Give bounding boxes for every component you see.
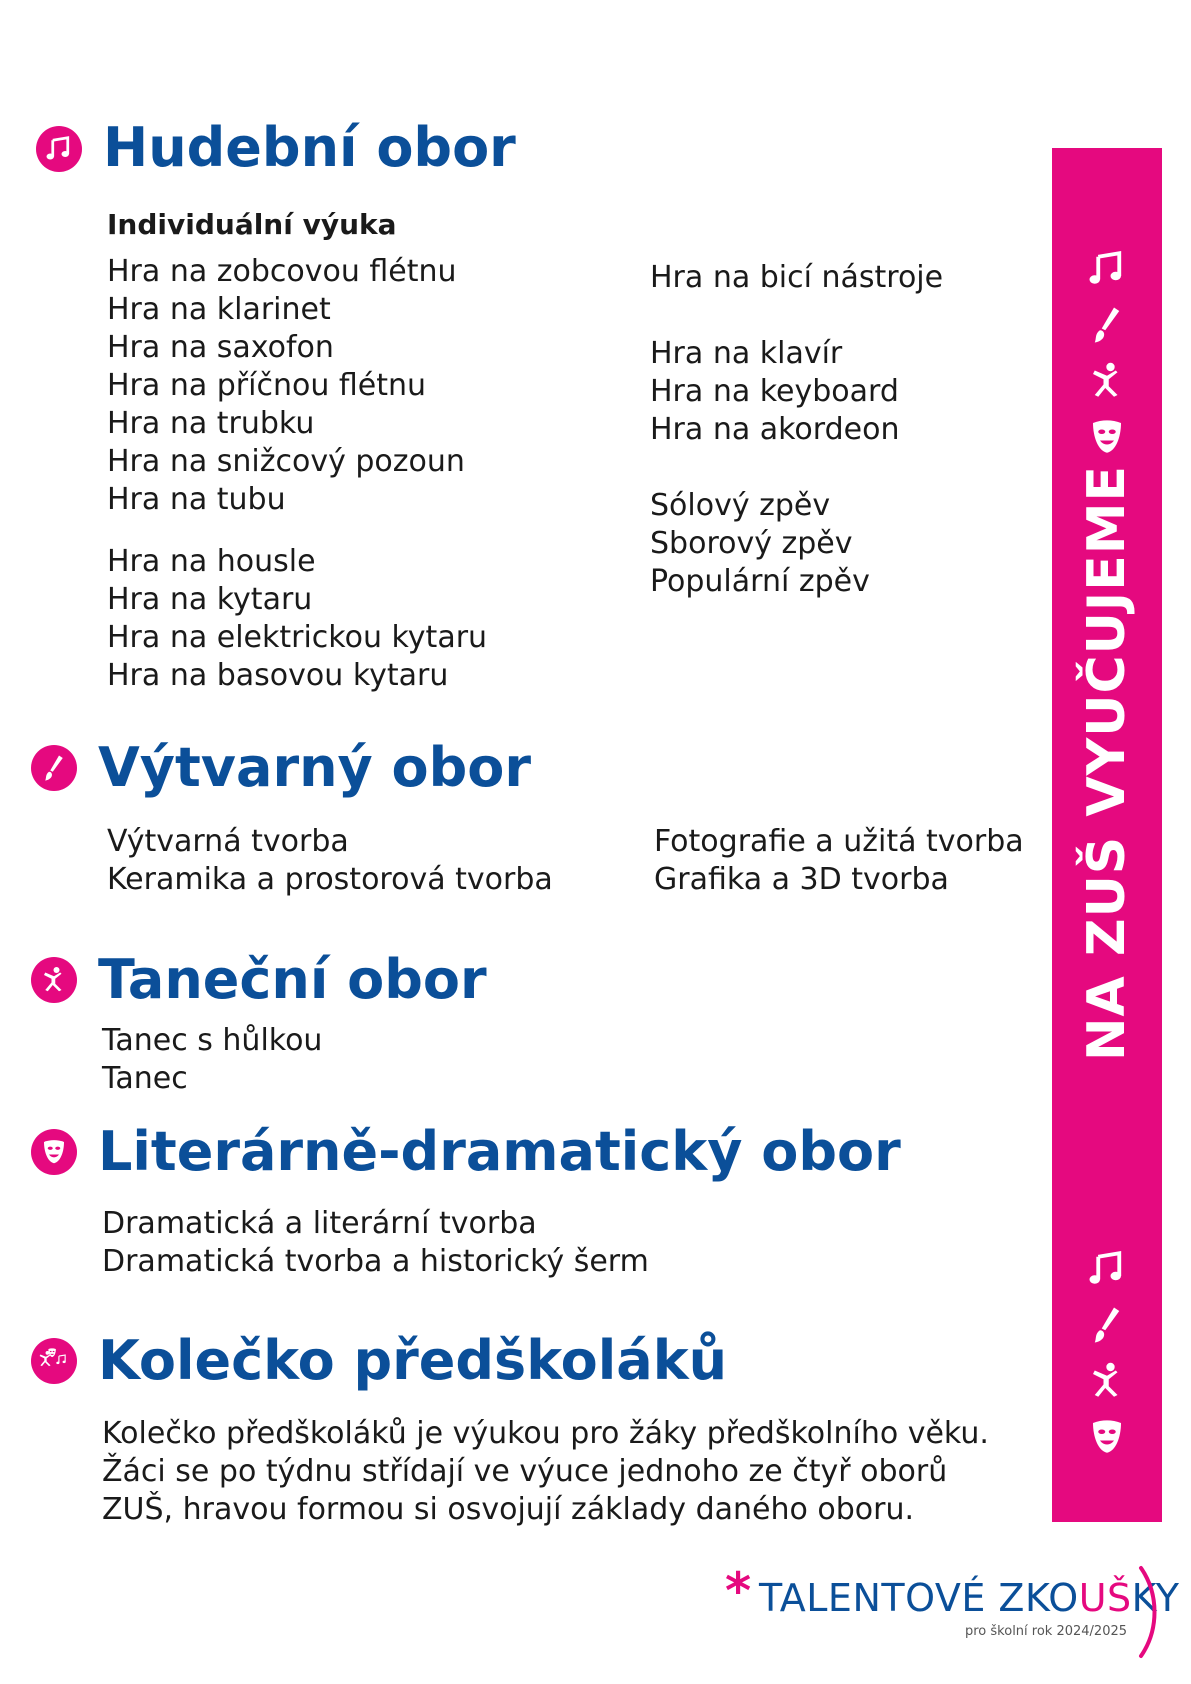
dancer-icon (1086, 360, 1128, 402)
theater-mask-icon (1086, 416, 1128, 458)
list-item: Populární zpěv (650, 564, 870, 599)
paintbrush-icon (1086, 304, 1128, 346)
paintbrush-icon (1086, 1304, 1128, 1346)
list-item: Hra na klarinet (107, 292, 331, 327)
list-item: Sborový zpěv (650, 526, 853, 561)
logo-year: pro školní rok 2024/2025 (965, 1624, 1128, 1639)
list-item: Hra na trubku (107, 406, 315, 441)
music-section-title: Hudební obor (103, 116, 516, 179)
list-item: Dramatická tvorba a historický šerm (102, 1244, 649, 1279)
music-note-icon (1086, 1248, 1128, 1290)
dance-list (102, 1022, 322, 1098)
logo-part: TALENTOVÉ (759, 1576, 999, 1620)
theater-mask-icon (1086, 1416, 1128, 1458)
art-list-col1 (107, 823, 553, 899)
preschool-description (102, 1415, 989, 1529)
logo-text (759, 1576, 1179, 1620)
logo-part: UŠ (1078, 1576, 1132, 1620)
list-item: Tanec (102, 1061, 188, 1096)
preschool-icon (31, 1338, 77, 1384)
music-subtitle: Individuální výuka (107, 208, 397, 241)
list-item: Hra na zobcovou flétnu (107, 254, 457, 289)
list-item: Hra na bicí nástroje (650, 260, 944, 295)
dance-section-title: Taneční obor (98, 948, 487, 1011)
list-item: Tanec s hůlkou (102, 1023, 323, 1058)
art-section-title: Výtvarný obor (98, 736, 532, 799)
list-item: Sólový zpěv (650, 488, 831, 523)
drama-list (102, 1205, 649, 1281)
banner-text: NA ZUŠ VYUČUJEME (1077, 465, 1137, 1061)
music-note-icon (36, 126, 82, 172)
logo-part: KY (1131, 1576, 1180, 1620)
preschool-line: Kolečko předškoláků je výukou pro žáky předškolního věku. (102, 1416, 989, 1451)
list-item: Výtvarná tvorba (107, 824, 349, 859)
list-item: Hra na kytaru (107, 582, 313, 617)
list-gap (107, 519, 487, 543)
list-item: Hra na příčnou flétnu (107, 368, 427, 403)
preschool-line: Žáci se po týdnu střídají ve výuce jednoho ze čtyř oborů (102, 1454, 948, 1489)
banner-icons-top (1082, 248, 1132, 472)
list-item: Hra na elektrickou kytaru (107, 620, 488, 655)
logo-part: ZKO (998, 1576, 1079, 1620)
logo-star: * (725, 1562, 752, 1620)
dancer-icon (1086, 1360, 1128, 1402)
theater-mask-icon (31, 1129, 77, 1175)
footer-logo (725, 1562, 1180, 1660)
music-list-col1 (107, 253, 487, 695)
list-item: Keramika a prostorová tvorba (107, 862, 553, 897)
list-item: Hra na tubu (107, 482, 286, 517)
art-list-col2 (654, 823, 1024, 899)
list-item: Hra na housle (107, 544, 316, 579)
logo-bracket (1135, 1564, 1165, 1660)
music-note-icon (1086, 248, 1128, 290)
list-item: Dramatická a literární tvorba (102, 1206, 537, 1241)
music-list-col2 (650, 259, 943, 601)
list-item: Hra na snižcový pozoun (107, 444, 465, 479)
dancer-icon (31, 957, 77, 1003)
list-item: Hra na keyboard (650, 374, 899, 409)
list-item: Hra na saxofon (107, 330, 334, 365)
paintbrush-icon (31, 745, 77, 791)
side-banner (1052, 148, 1162, 1522)
preschool-line: ZUŠ, hravou formou si osvojují základy daného oboru. (102, 1492, 915, 1527)
preschool-section-title: Kolečko předškoláků (98, 1329, 728, 1392)
list-item: Grafika a 3D tvorba (654, 862, 949, 897)
banner-icons-bottom (1082, 1248, 1132, 1472)
list-item: Hra na akordeon (650, 412, 900, 447)
list-gap (650, 449, 943, 487)
list-item: Fotografie a užitá tvorba (654, 824, 1024, 859)
list-item: Hra na basovou kytaru (107, 658, 449, 693)
drama-section-title: Literárně-dramatický obor (98, 1120, 901, 1183)
list-gap (650, 297, 943, 335)
list-item: Hra na klavír (650, 336, 843, 371)
